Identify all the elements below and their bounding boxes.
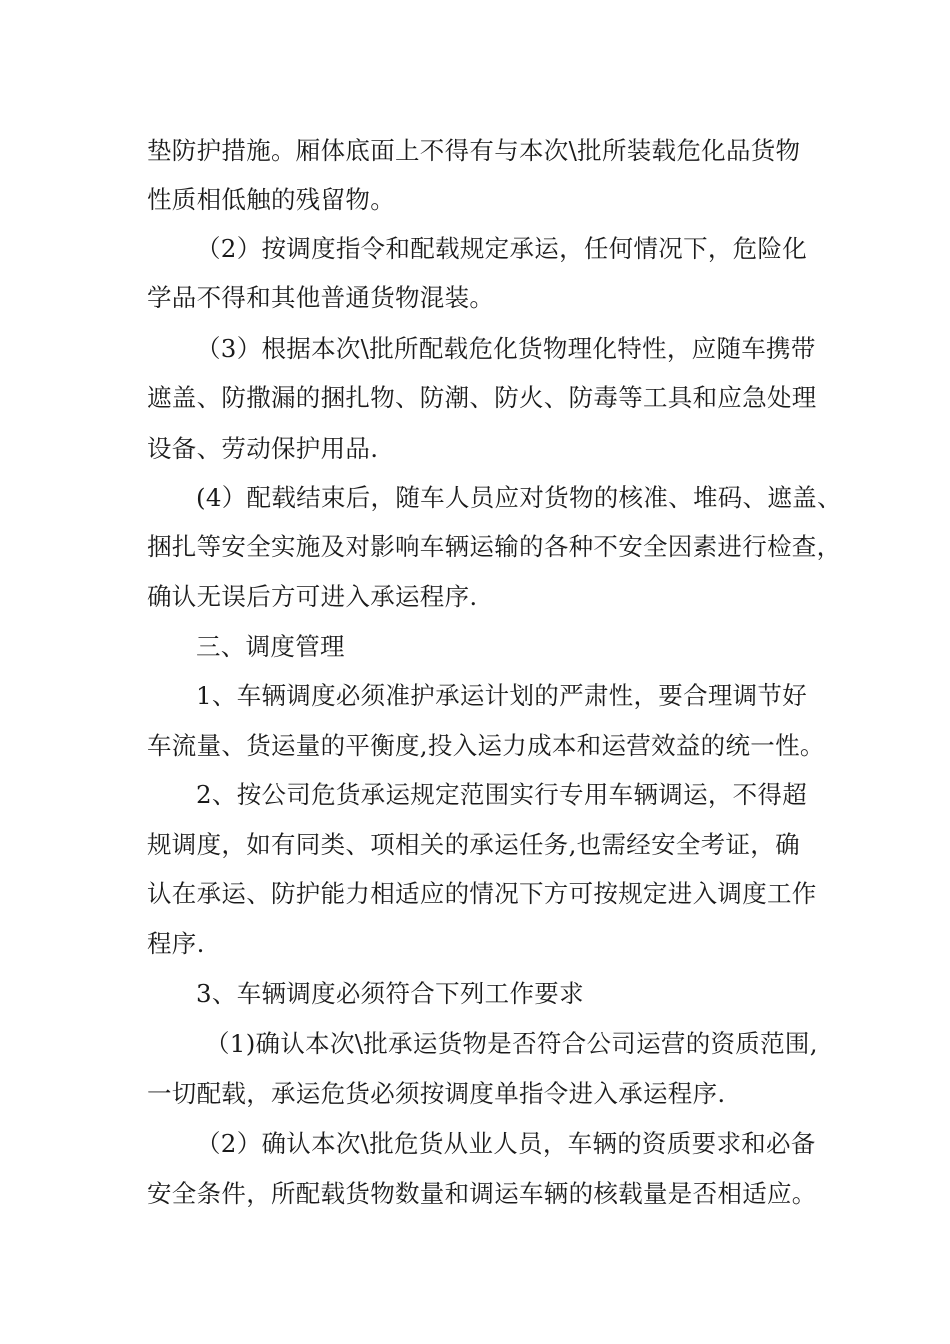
text-line: 2、按公司危货承运规定范围实行专用车辆调运，不得超 — [196, 780, 808, 809]
text-line: （3）根据本次\批所配载危化货物理化特性，应随车携带 — [196, 334, 816, 363]
text-line: 垫防护措施。厢体底面上不得有与本次\批所装载危化品货物 — [147, 136, 801, 165]
text-line: 性质相低触的残留物。 — [147, 185, 395, 214]
text-line: （1)确认本次\批承运货物是否符合公司运营的资质范围, — [205, 1029, 818, 1058]
text-line: 程序. — [147, 929, 205, 958]
text-line: 学品不得和其他普通货物混装。 — [147, 283, 495, 312]
text-line: 捆扎等安全实施及对影响车辆运输的各种不安全因素进行检查， — [147, 532, 842, 561]
text-line: 3、车辆调度必须符合下列工作要求 — [196, 979, 584, 1008]
text-line: 确认无误后方可进入承运程序. — [147, 582, 478, 611]
text-line: （2）确认本次\批危货从业人员，车辆的资质要求和必备 — [196, 1129, 816, 1158]
text-line: 遮盖、防撒漏的捆扎物、防潮、防火、防毒等工具和应急处理 — [147, 383, 817, 412]
text-line: 1、车辆调度必须准护承运计划的严肃性，要合理调节好 — [196, 681, 808, 710]
section-heading: 三、调度管理 — [196, 632, 345, 661]
text-line: 安全条件，所配载货物数量和调运车辆的核载量是否相适应。 — [147, 1179, 817, 1208]
text-line: （2）按调度指令和配载规定承运，任何情况下，危险化 — [196, 234, 808, 263]
text-line: 一切配载，承运危货必须按调度单指令进入承运程序. — [147, 1079, 726, 1108]
text-line: 设备、劳动保护用品. — [147, 434, 379, 463]
text-line: (4）配载结束后，随车人员应对货物的核准、堆码、遮盖、 — [196, 483, 842, 512]
text-line: 规调度，如有同类、项相关的承运任务,也需经安全考证，确 — [147, 830, 800, 859]
text-line: 认在承运、防护能力相适应的情况下方可按规定进入调度工作 — [147, 879, 817, 908]
text-line: 车流量、货运量的平衡度,投入运力成本和运营效益的统一性。 — [147, 731, 825, 760]
